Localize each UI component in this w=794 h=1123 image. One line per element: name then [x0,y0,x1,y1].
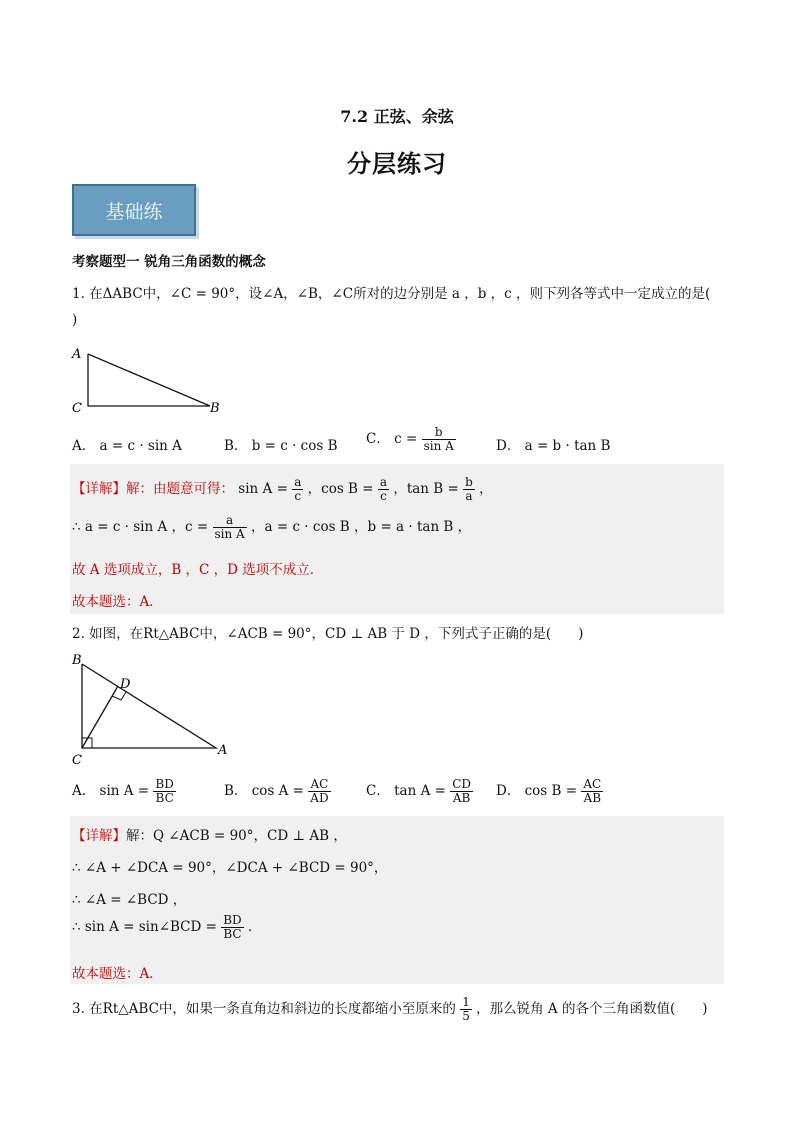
q2-line4-num: BD [223,913,242,927]
q1-cos-b: ，cos B = [307,481,374,497]
q2-label-b: B [72,653,82,668]
q2-option-b-den: AD [310,791,329,805]
q2-option-a [72,778,176,805]
q2-option-d-den: AB [583,791,602,805]
q1-option-c-den: sin A [423,439,454,453]
q1-stem: 1. 在ΔABC中，∠C = 90°，设∠A，∠B，∠C所对的边分别是 a ，b ，c ，则下列各等式中一定成立的是( [72,286,711,302]
q2-line4-den: BC [223,927,242,941]
q2-triangle-figure [66,650,246,768]
q2-altitude [82,686,118,748]
q1-line2-num: a [213,514,247,528]
q1-answer-tag: 【详解】 [72,481,126,497]
q1-label-c: C [72,401,82,416]
q3-frac-num: 1 [462,995,470,1009]
q2-answer-line1 [72,824,347,844]
q1-stem-end: ) [72,312,78,328]
q1-answer-line3: 故 A 选项成立，B ，C ，D 选项不成立． [72,562,324,578]
q2-line4-end: ． [247,919,262,935]
q1-triangle [88,354,210,406]
q2-option-a-prefix: A． sin A = [72,783,150,799]
q2-answer-line4 [72,914,261,941]
q1-option-c-num: b [422,426,456,440]
q3-stem-prefix: 3. 在Rt△ABC中，如果一条直角边和斜边的长度都缩小至原来的 [72,1001,456,1017]
q2-label-a: A [218,743,228,758]
q1-option-c-prefix: C． c = [366,431,418,447]
q2-option-d [496,778,603,805]
q1-sin-num: a [294,475,302,489]
q2-option-c [366,778,473,805]
q2-option-b [224,778,331,805]
q2-option-b-prefix: B． cos A = [224,783,304,799]
q2-answer-line2: ∴ ∠A + ∠DCA = 90°，∠DCA + ∠BCD = 90°， [72,860,388,876]
q1-line2-den: sin A [214,527,245,541]
q1-option-c [366,426,456,453]
q1-sin-den: c [294,489,302,503]
q1-option-b: B． b = c · cos B [224,438,338,454]
q2-label-d: D [120,677,131,692]
q1-answer-line4: 故本题选：A． [72,594,163,610]
q2-answer-line5: 故本题选：A． [72,966,163,982]
q1-label-a: A [72,347,82,362]
q1-cos-den: c [380,489,387,503]
q2-stem: 2. 如图，在Rt△ABC中，∠ACB = 90°，CD ⊥ AB 于 D ，下列式子正确的是( ) [72,626,584,642]
section-subtitle: 7.2 正弦、余弦 [340,107,454,126]
q1-cos-num: a [379,475,388,489]
q2-answer-line3: ∴ ∠A = ∠BCD ， [72,892,187,908]
q2-triangle [82,664,216,748]
q2-line4-prefix: ∴ sin A = sin∠BCD = [72,919,217,935]
q1-line2-b: ，a = c · cos B ，b = a · tan B ， [251,519,472,535]
q1-tan-den: a [465,489,473,503]
q2-option-a-den: BC [155,791,174,805]
q2-option-a-num: BD [155,777,174,791]
q2-option-d-prefix: D． cos B = [496,783,578,799]
q1-tan-b: ，tan B = [393,481,459,497]
q1-tan-num: b [465,475,473,489]
q1-option-d: D． a = b · tan B [496,438,611,454]
q2-option-c-prefix: C． tan A = [366,783,446,799]
q1-label-b: B [210,401,220,416]
q2-option-b-num: AC [308,778,330,792]
q3-stem-suffix: ，那么锐角 A 的各个三角函数值( ) [476,1001,708,1017]
level-badge: 基础练 [72,184,196,236]
q3-stem [72,996,708,1023]
q2-option-c-den: AB [452,791,471,805]
page-title: 分层练习 [347,149,447,178]
q1-option-c-fraction [422,426,456,453]
q1-answer-line1 [72,476,493,503]
q1-sin-a: sin A = [238,481,288,497]
q1-triangle-figure [66,340,226,420]
q2-option-c-num: CD [452,777,472,791]
q1-answer-intro: 解：由题意可得： [126,481,234,497]
q2-label-c: C [72,753,82,768]
q1-answer-line2 [72,514,471,541]
q3-frac-den: 5 [462,1009,470,1023]
q2-answer-tag: 【详解】 [72,828,126,844]
q1-line2-a: ∴ a = c · sin A ，c = [72,519,209,535]
q1-line1-end: ， [479,481,493,497]
section-heading: 考察题型一 锐角三角函数的概念 [72,254,266,270]
q1-option-a: A． a = c · sin A [72,438,182,454]
q2-answer-line1-text: 解：Q ∠ACB = 90°，CD ⊥ AB ， [126,828,347,844]
q2-option-d-num: AC [583,777,602,791]
